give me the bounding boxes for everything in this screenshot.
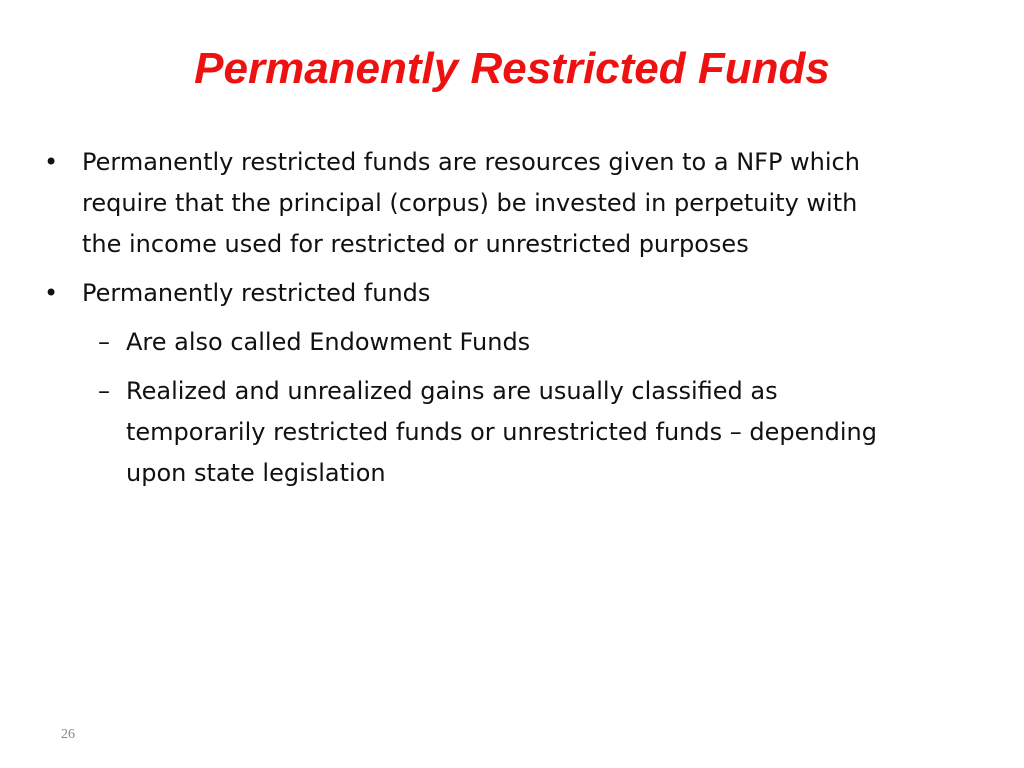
bullet-item	[40, 142, 900, 265]
bullet-marker: •	[44, 279, 59, 307]
sub-bullet-item	[82, 322, 900, 363]
bullet-marker: •	[44, 148, 59, 176]
bullet-text: Permanently restricted funds	[82, 279, 431, 307]
sub-bullet-text: Are also called Endowment Funds	[126, 328, 531, 356]
dash-marker: –	[98, 328, 110, 356]
sub-bullet-item	[82, 371, 900, 494]
slide-body	[40, 142, 900, 502]
bullet-text: Permanently restricted funds are resources given to a NFP which require that the principal (corpus) be invested in perpetuity with the income used for restricted or unrestricted purposes	[82, 148, 860, 258]
sub-bullet-text: Realized and unrealized gains are usually classified as temporarily restricted funds or unrestricted funds – depending upon state legislation	[126, 377, 877, 487]
bullet-item	[40, 273, 900, 314]
dash-marker: –	[98, 377, 110, 405]
page-number: 26	[61, 727, 75, 742]
slide-title: Permanently Restricted Funds	[194, 44, 830, 93]
